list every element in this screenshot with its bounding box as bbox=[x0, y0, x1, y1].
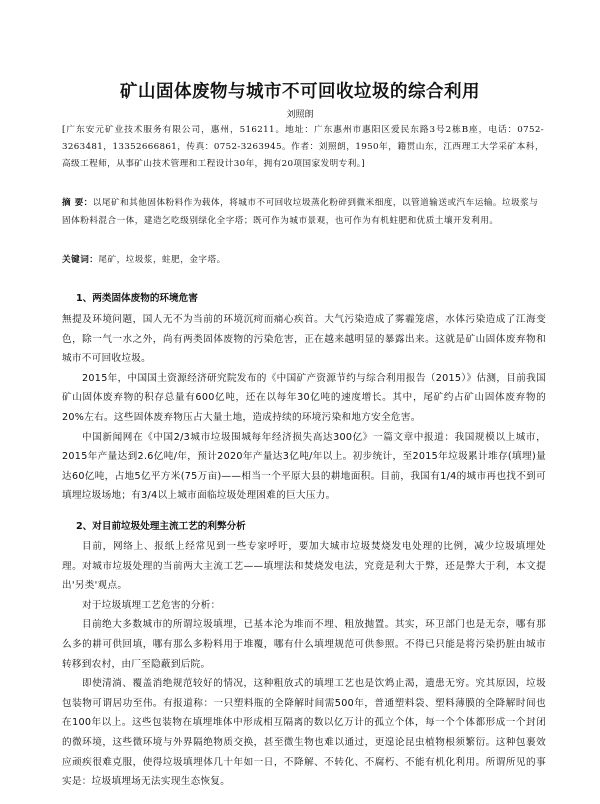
paragraph: 对于垃圾填埋工艺危害的分析： bbox=[82, 599, 221, 611]
section-2-heading: 2、对目前垃圾处理主流工艺的利弊分析 bbox=[76, 521, 246, 532]
section-2-body bbox=[62, 537, 546, 792]
author-affiliation-note: [广东安元矿业技术服务有限公司，惠州，516211。地址：广东惠州市惠阳区爱民东路3号2栋B座，电话：0752-3263481，13352666861，传真：0752-3263945。作者：刘照朗，1950年，籍贯山东，江西理工大学采矿本科，高级工程师，从事矿山技术管理和工程设计30年，拥有20项国家发明专利。] bbox=[62, 125, 544, 169]
keywords-label: 关键词： bbox=[62, 255, 99, 265]
abstract-text: 以尾矿和其他固体粉料作为载体，将城市不可回收垃圾蒸化粉碎到微米细度，以管道输送或汽车运输。垃圾浆与固体粉料混合一体，建造乞吃级别绿化全字塔；既可作为城市景观，也可作为有机蛀肥和优质土壤开发利用。 bbox=[62, 198, 539, 226]
paragraph: 中国新闻网在《中国2/3城市垃圾围城每年经济损失高达300亿》一篇文章中报道：我国规模以上城市，2015年产量达到2.6亿吨/年，预计2020年产量达3亿吨/年以上。初步统计，至2015年垃圾累计堆存(填埋)量达60亿吨，占地5亿平方米(75万亩)——相当一个平原大县的耕地面积。目前，我国有1/4的城市再也找不到可填埋垃圾场地；有3/4以上城市面临垃圾处理困难的巨大压力。 bbox=[62, 431, 546, 502]
paragraph: 目前绝大多数城市的所谓垃圾填埋，已基本沦为堆而不埋、粗放抛置。其实，环卫部门也是无奈，哪有那么多的耕可供回填，哪有那么多粉料用于堆覆，哪有什么填埋规范可供参照。不得已只能是将污染扔脏由城市转移到农村，由厂至隐蔽到后院。 bbox=[62, 619, 546, 670]
paragraph: 2015年，中国国土资源经济研究院发布的《中国矿产资源节约与综合利用报告（2015）》估测，目前我国矿山固体废弃物的积存总量有600亿吨，还在以每年30亿吨的速度增长。其中，尾矿约占矿山固体废弃物的20%左右。这些固体废弃物压占大量土地，造成持续的环境污染和地方安全危害。 bbox=[62, 372, 546, 423]
paper-title: 矿山固体废物与城市不可回收垃圾的综合利用 bbox=[120, 82, 480, 102]
abstract bbox=[62, 194, 544, 230]
section-1-heading: 1、两类固体废物的环境危害 bbox=[76, 293, 198, 304]
section-1-body bbox=[62, 310, 546, 506]
abstract-label: 摘 要： bbox=[62, 198, 93, 208]
keywords bbox=[62, 251, 544, 269]
author-name: 刘照朗 bbox=[286, 110, 314, 120]
keywords-text: 尾矿，垃圾浆，蛀肥，金字塔。 bbox=[98, 255, 226, 265]
paragraph: 即使清淌、覆盖消绝规范较好的情况，这种粗放式的填埋工艺也是饮鸩止渴，遗患无穷。究其原因，垃圾包装物可谓居功至伟。有报道称：一只塑料瓶的全降解时间需500年，普通塑料袋、塑料薄膜的全降解时间也在100年以上。这些包装物在填埋堆体中形成相互隔离的数以亿万计的孤立个体，每一个个体都形成一个封闭的微环境，这些微环境与外界隔绝物质交换，甚至微生物也难以通过，更遑论昆虫植物根须繁衍。这种包裹效应顽疾很难克服，使得垃圾填埋体几十年如一日，不降解、不转化、不腐朽、不能有机化利用。所谓所见的事实是：垃圾填埋场无法实现生态恢复。 bbox=[62, 678, 546, 788]
paragraph: 目前，网络上、报纸上经常见到一些专家呼吁，要加大城市垃圾焚烧发电处理的比例，减少垃圾填埋处理。对城市垃圾处理的当前两大主流工艺——填埋法和焚烧发电法，究竟是利大于弊，还是弊大于利，本文提出'另类'观点。 bbox=[62, 541, 546, 592]
paragraph: 無提及环境问题，国人无不为当前的环境沉疴而痛心疾首。大气污染造成了雾霾笼虐，水体污染造成了江海变色，除一气一水之外，尚有两类固体废物的污染危害，正在越来越明显的暴露出来。这就是矿山固体废弃物和城市不可回收垃圾。 bbox=[62, 314, 546, 365]
